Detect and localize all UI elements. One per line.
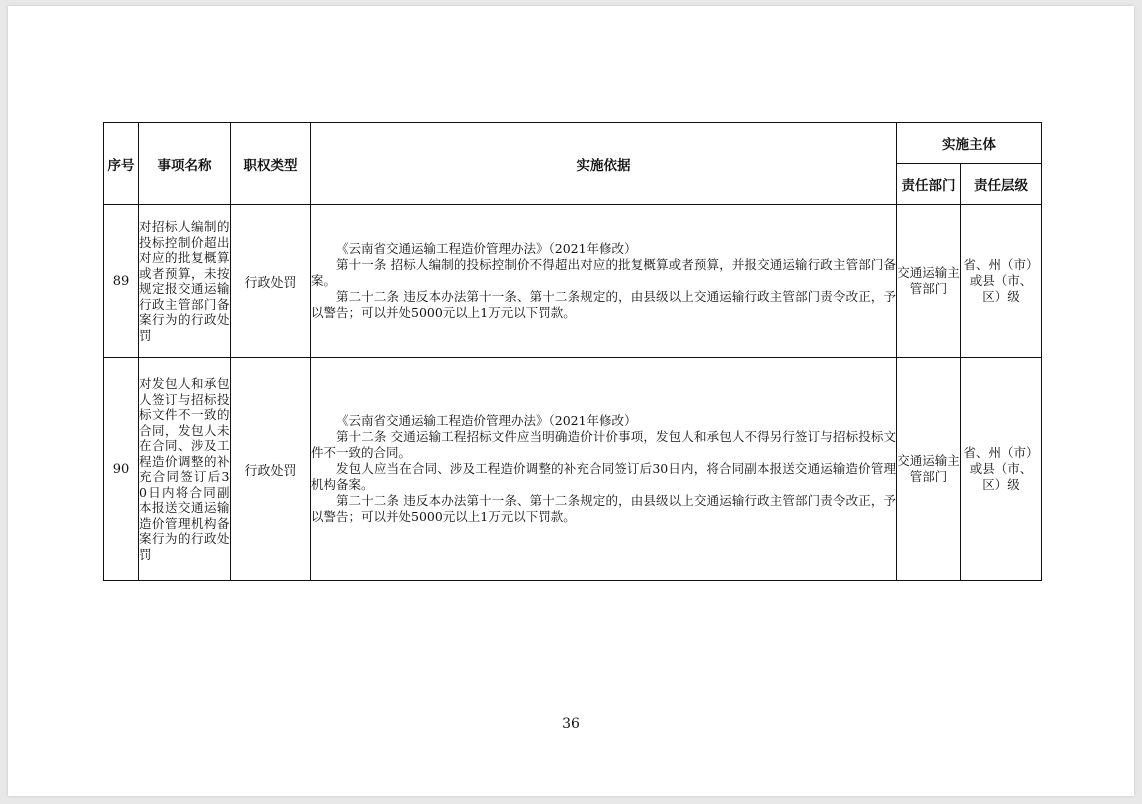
row-item-name: 对招标人编制的投标控制价超出对应的批复概算或者预算，未按规定报交通运输行政主管部门备案行为的行政处罚: [139, 205, 231, 358]
header-dept: 责任部门: [897, 164, 961, 205]
row-level: 省、州（市）或县（市、区）级: [961, 205, 1042, 358]
row-basis: [311, 205, 897, 358]
document-page: [8, 6, 1134, 796]
basis-line: 《云南省交通运输工程造价管理办法》（2021年修改）: [336, 413, 637, 428]
basis-line: 第二十二条 违反本办法第十一条、第十二条规定的，由县级以上交通运输行政主管部门责令改正，予以警告；可以并处5000元以上1万元以下罚款。: [311, 289, 896, 320]
page-number: 36: [562, 716, 580, 732]
power-list-table: [103, 122, 1042, 581]
basis-line: 《云南省交通运输工程造价管理办法》（2021年修改）: [336, 241, 637, 256]
header-power-type: 职权类型: [231, 123, 311, 205]
header-entity: 实施主体: [897, 123, 1042, 164]
basis-line: 发包人应当在合同、涉及工程造价调整的补充合同签订后30日内，将合同副本报送交通运输造价管理机构备案。: [311, 461, 896, 492]
header-basis: 实施依据: [311, 123, 897, 205]
table-row: [104, 205, 1042, 358]
table-row: [104, 358, 1042, 581]
header-row-1: [104, 123, 1042, 164]
row-power-type: 行政处罚: [231, 205, 311, 358]
row-seq: 89: [104, 205, 139, 358]
row-dept: 交通运输主管部门: [897, 205, 961, 358]
header-item-name: 事项名称: [139, 123, 231, 205]
row-seq: 90: [104, 358, 139, 581]
basis-line: 第十一条 招标人编制的投标控制价不得超出对应的批复概算或者预算，并报交通运输行政主管部门备案。: [311, 257, 896, 288]
header-seq: 序号: [104, 123, 139, 205]
basis-line: 第二十二条 违反本办法第十一条、第十二条规定的，由县级以上交通运输行政主管部门责令改正，予以警告；可以并处5000元以上1万元以下罚款。: [311, 493, 896, 524]
header-level: 责任层级: [961, 164, 1042, 205]
row-item-name: 对发包人和承包人签订与招标投标文件不一致的合同，发包人未在合同、涉及工程造价调整的补充合同签订后30日内将合同副本报送交通运输造价管理机构备案行为的行政处罚: [139, 358, 231, 581]
basis-line: 第十二条 交通运输工程招标文件应当明确造价计价事项，发包人和承包人不得另行签订与招标投标文件不一致的合同。: [311, 429, 896, 460]
row-level: 省、州（市）或县（市、区）级: [961, 358, 1042, 581]
row-power-type: 行政处罚: [231, 358, 311, 581]
row-dept: 交通运输主管部门: [897, 358, 961, 581]
row-basis: [311, 358, 897, 581]
